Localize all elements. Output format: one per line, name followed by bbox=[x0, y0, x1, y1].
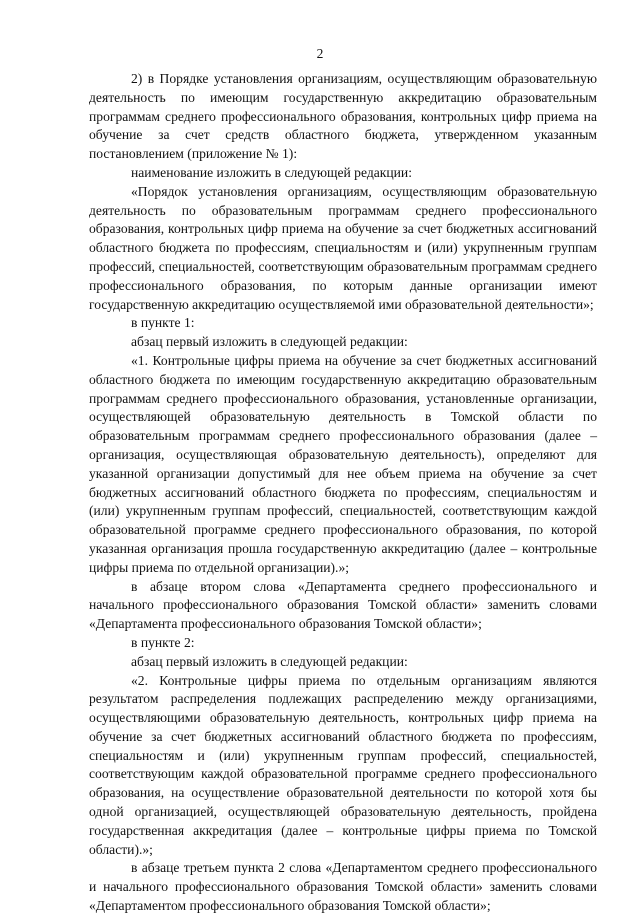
paragraph-point-1-second-abzac: в абзаце втором слова «Департамента среднего профессионального и начального профессионального образования Томской области» заменить словами «Департамента профессионального образования Томской области»; bbox=[89, 578, 597, 632]
paragraph-point-2-text: «2. Контрольные цифры приема по отдельным организациям являются результатом распределения подлежащих распределению между организациями, осуществляющими образовательную деятельность, контрольных цифр приема на обучение за счет бюджетных ассигнований областного бюджета по профессиям, специальностям и (или) укрупненным группам профессий, специальностей, соответствующим каждой образовательной программе среднего профессионального образования, на осуществление образовательной деятельности по которой хотя бы одной организацией, осуществляющей образовательную деятельность, пройдена государственная аккредитация (далее – контрольные цифры приема по Томской области).»; bbox=[89, 672, 597, 857]
paragraph-point-1-instruction: абзац первый изложить в следующей редакции: bbox=[131, 334, 408, 350]
document-body bbox=[89, 70, 597, 916]
paragraph-new-title: «Порядок установления организациям, осуществляющим образовательную деятельность по образовательным программам среднего профессионального образования, контрольных цифр приема на обучение за счет бюджетных ассигнований областного бюджета по профессиям, специальностям и (или) укрупненным группам профессий, специальностей, соответствующим образовательным программам среднего профессионального образования, по которым данные организации имеют государственную аккредитацию осуществляемой ими образовательной деятельности»; bbox=[89, 183, 597, 312]
page-number: 2 bbox=[316, 46, 324, 61]
paragraph-point-2-instruction: абзац первый изложить в следующей редакции: bbox=[131, 653, 408, 669]
paragraph-item-2-poryadok: 2) в Порядке установления организациям, осуществляющим образовательную деятельность по имеющим государственную аккредитацию образовательным программам среднего профессионального образования, контрольных цифр приема на обучение за счет средств областного бюджета, утвержденном указанным постановлением (приложение № 1): bbox=[89, 71, 597, 162]
paragraph-point-1-heading: в пункте 1: bbox=[131, 315, 195, 331]
paragraph-point-2-heading: в пункте 2: bbox=[131, 634, 195, 650]
paragraph-point-2-third-abzac: в абзаце третьем пункта 2 слова «Департаментом среднего профессионального и начального профессионального образования Томской области» заменить словами «Департаментом профессионального образования Томской области»; bbox=[89, 860, 597, 914]
paragraph-point-1-text: «1. Контрольные цифры приема на обучение за счет бюджетных ассигнований областного бюджета по имеющим государственную аккредитацию образовательным программам среднего профессионального образования, установленные организации, осуществляющей образовательную деятельность в Томской области по образовательным программам среднего профессионального образования (далее – организация, осуществляющая образовательную деятельность), определяют для указанной организации допустимый для нее объем приема на обучение за счет бюджетных ассигнований областного бюджета по профессиям, специальностям и (или) укрупненным группам профессий, специальностей, соответствующим каждой образовательной программе среднего профессионального образования, по которой указанная организация прошла государственную аккредитацию (далее – контрольные цифры приема по отдельной организации).»; bbox=[89, 352, 597, 575]
paragraph-name-instruction: наименование изложить в следующей редакции: bbox=[131, 164, 412, 180]
